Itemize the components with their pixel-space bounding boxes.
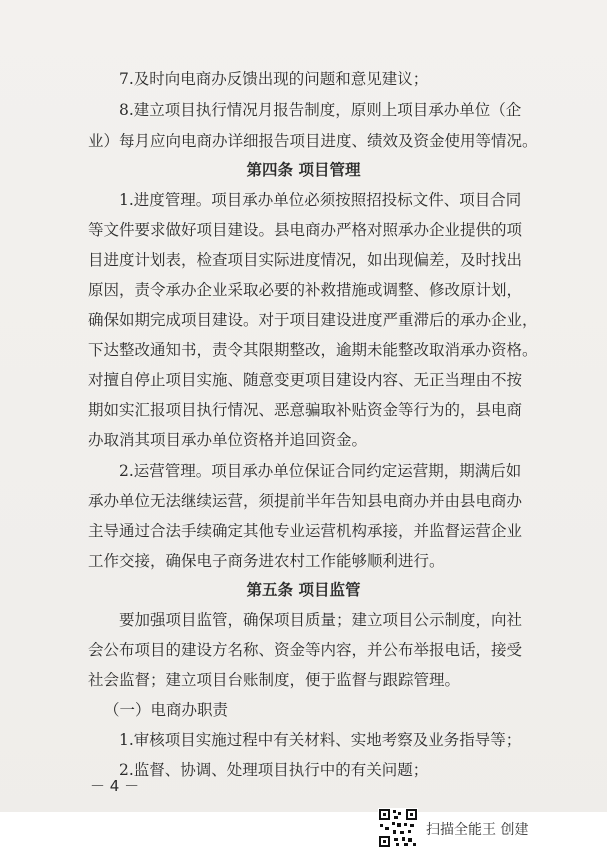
paragraph-line: 业）每月应向电商办详细报告项目进度、绩效及资金使用等情况。 (88, 132, 538, 150)
paragraph-line: 要加强项目监管，确保项目质量；建立项目公示制度，向社 (119, 611, 523, 629)
paragraph-line: 下达整改通知书，责令其限期整改，逾期未能整改取消承办资格。 (88, 341, 538, 359)
paragraph-line: 期如实汇报项目执行情况、恶意骗取补贴资金等行为的，县电商 (88, 401, 523, 419)
paragraph-line: 办取消其项目承办单位资格并追回资金。 (88, 431, 368, 449)
paragraph-line: 社会监督；建立项目台账制度，便于监督与跟踪管理。 (88, 671, 461, 689)
paragraph-line: 会公布项目的建设方名称、资金等内容，并公布举报电话，接受 (88, 641, 523, 659)
article-5-heading: 第五条 项目监管 (246, 581, 361, 599)
paragraph-line: 工作交接，确保电子商务进农村工作能够顺利进行。 (88, 552, 445, 570)
paragraph-line: 原因，责令承办企业采取必要的补救措施或调整、修改原计划， (88, 281, 523, 299)
section-subheading: （一）电商办职责 (104, 701, 229, 719)
paragraph-line: 主导通过合法手续确定其他专业运营机构承接，并监督运营企业 (88, 522, 523, 540)
list-item-7: 7.及时向电商办反馈出现的问题和意见建议； (119, 70, 429, 88)
paragraph-line: 确保如期完成项目建设。对于项目建设进度严重滞后的承办企业， (88, 311, 538, 329)
paragraph-line: 等文件要求做好项目建设。县电商办严格对照承办企业提供的项 (88, 221, 523, 239)
list-item-2: 2.监督、协调、处理项目执行中的有关问题； (119, 761, 429, 779)
paragraph-line: 承办单位无法继续运营，须提前半年告知县电商办并由县电商办 (88, 492, 523, 510)
scanner-watermark-text: 扫描全能王 创建 (426, 822, 529, 838)
page-number: － 4 － (90, 777, 140, 795)
paragraph-line: 目进度计划表，检查项目实际进度情况，如出现偏差，及时找出 (88, 251, 523, 269)
paragraph-line: 1.进度管理。项目承办单位必须按照招投标文件、项目合同 (119, 191, 522, 209)
list-item-8: 8.建立项目执行情况月报告制度，原则上项目承办单位（企 (119, 101, 522, 119)
paragraph-line: 对擅自停止项目实施、随意变更项目建设内容、无正当理由不按 (88, 371, 523, 389)
list-item-1: 1.审核项目实施过程中有关材料、实地考察及业务指导等； (119, 731, 522, 749)
article-4-heading: 第四条 项目管理 (246, 161, 361, 179)
qr-code-icon (378, 808, 418, 848)
paragraph-line: 2.运营管理。项目承办单位保证合同约定运营期，期满后如 (119, 462, 522, 480)
